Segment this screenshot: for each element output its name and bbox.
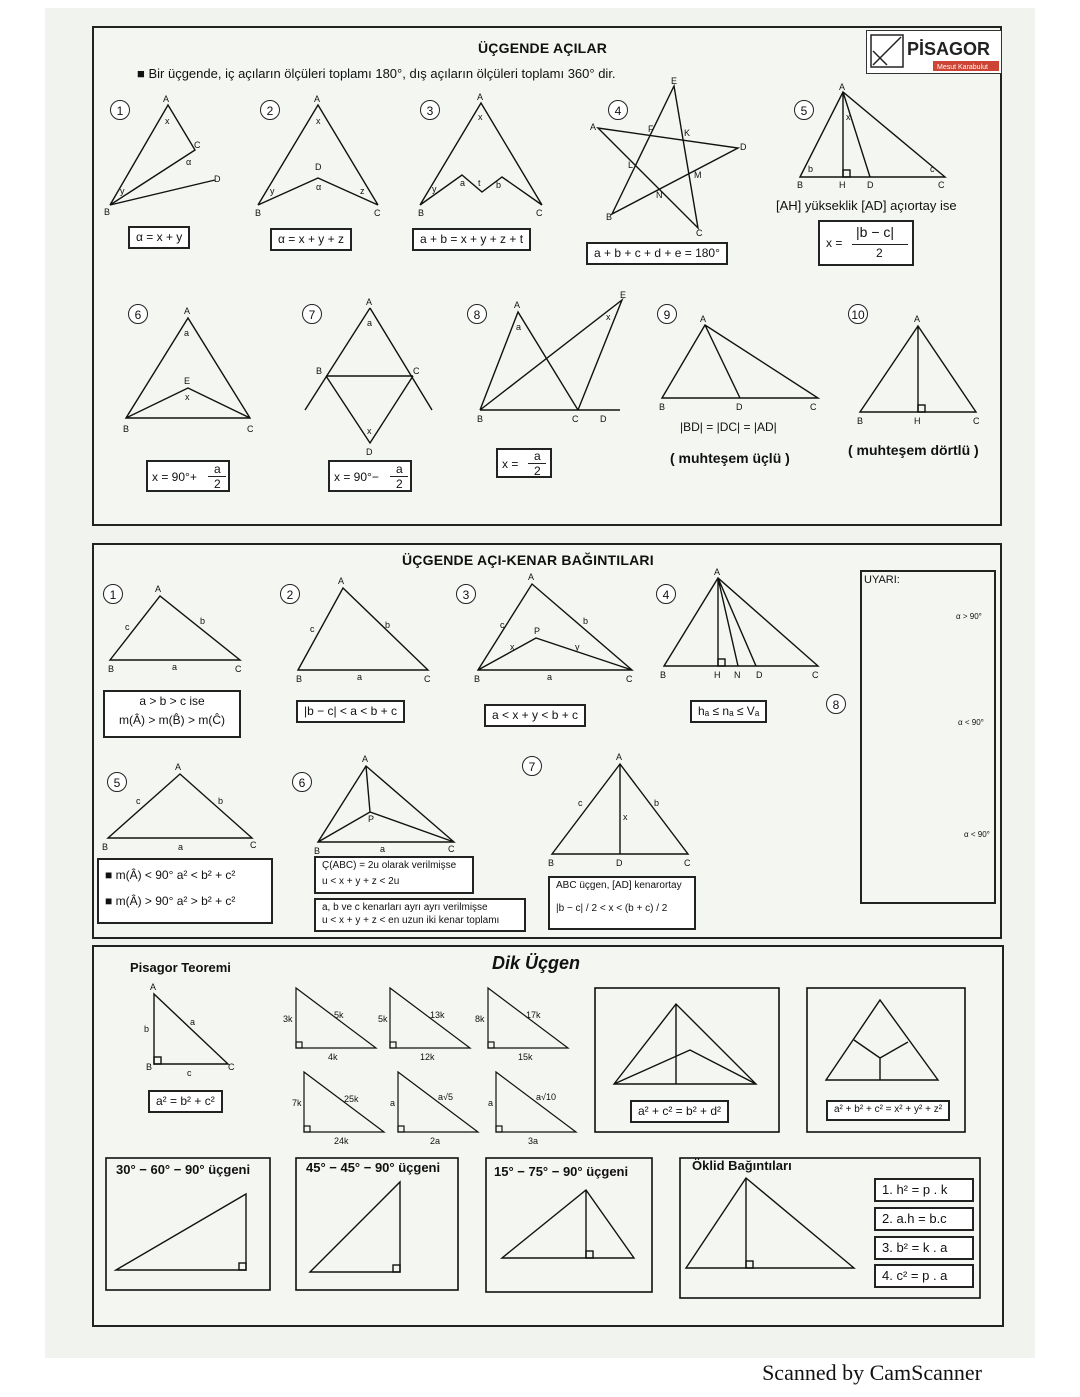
svg-text:D: D	[616, 858, 623, 868]
svg-text:α: α	[316, 182, 322, 192]
svg-text:A: A	[150, 982, 157, 992]
formula-10-name: ( muhteşem dörtlü )	[848, 442, 979, 458]
rule-1-b: m(Â) > m(B̂) > m(Ĉ)	[119, 713, 225, 727]
svg-text:B: B	[255, 208, 262, 218]
svg-text:C: C	[696, 228, 703, 238]
quad-formula-2: a² + b² + c² = x² + y² + z²	[826, 1100, 950, 1121]
svg-text:A: A	[184, 306, 191, 316]
svg-text:D: D	[867, 180, 874, 190]
svg-text:x: x	[185, 392, 190, 402]
svg-text:B: B	[104, 207, 111, 217]
formula-7-den: 2	[396, 477, 403, 491]
svg-text:B: B	[314, 846, 321, 856]
triple-2-hyp: 13k	[430, 1010, 445, 1020]
oklid-rule-3: 3. b² = k . a	[874, 1236, 974, 1260]
svg-text:A: A	[700, 314, 707, 324]
item-number: 2	[260, 100, 280, 120]
svg-text:C: C	[572, 414, 579, 424]
svg-text:A: A	[362, 754, 369, 764]
svg-text:a: a	[547, 672, 553, 682]
svg-text:K: K	[684, 128, 691, 138]
logo-name: PİSAGOR	[907, 39, 991, 59]
svg-text:A: A	[366, 297, 373, 307]
svg-text:B: B	[797, 180, 804, 190]
svg-text:a: a	[367, 318, 373, 328]
rule-6-b1: a, b ve c kenarları ayrı ayrı verilmişse	[322, 902, 488, 913]
formula-7-num: a	[396, 462, 403, 476]
svg-text:c: c	[578, 798, 583, 808]
rule-4: hₐ ≤ nₐ ≤ Vₐ	[690, 700, 767, 723]
svg-text:b: b	[583, 616, 589, 626]
triple-4-base: 24k	[334, 1136, 349, 1146]
svg-text:C: C	[228, 1062, 235, 1072]
section-title-acilar: ÜÇGENDE AÇILAR	[478, 40, 608, 56]
formula-9-name: ( muhteşem üçlü )	[670, 450, 790, 466]
formula-5-lhs: x =	[826, 236, 843, 250]
svg-text:C: C	[413, 366, 420, 376]
title-45-45-90: 45° − 45° − 90° üçgeni	[306, 1160, 441, 1175]
svg-text:P: P	[368, 814, 375, 824]
svg-text:C: C	[938, 180, 945, 190]
svg-text:D: D	[214, 174, 221, 184]
svg-text:b: b	[144, 1024, 150, 1034]
item-number: 5	[794, 100, 814, 120]
formula-6-num: a	[214, 462, 221, 476]
triangle-30-60-90	[116, 1194, 246, 1270]
svg-text:M: M	[694, 170, 702, 180]
svg-text:H: H	[714, 670, 721, 680]
svg-text:A: A	[514, 300, 521, 310]
svg-text:C: C	[626, 674, 633, 684]
triangle-45-45-90	[310, 1182, 400, 1272]
svg-text:D: D	[600, 414, 607, 424]
item-number: 4	[608, 100, 628, 120]
svg-text:α: α	[186, 157, 192, 167]
formula-2: α = x + y + z	[270, 228, 352, 251]
item-number: 4	[656, 584, 676, 604]
formula-6-lhs: x = 90°+	[152, 470, 197, 484]
svg-text:A: A	[163, 94, 170, 104]
oklid-rule-1: 1. h² = p . k	[874, 1178, 974, 1202]
formula-7-lhs: x = 90°−	[334, 470, 379, 484]
svg-text:x: x	[606, 312, 611, 322]
svg-text:N: N	[734, 670, 741, 680]
svg-text:x: x	[846, 112, 851, 122]
svg-text:A: A	[175, 762, 182, 772]
svg-text:c: c	[310, 624, 315, 634]
intro-text: ■ Bir üçgende, iç açıların ölçüleri toplamı 180°, dış açıların ölçüleri toplamı 360° dir.	[137, 66, 616, 81]
oklid-rule-4: 4. c² = p . a	[874, 1264, 974, 1288]
svg-text:H: H	[914, 416, 921, 426]
svg-text:D: D	[740, 142, 747, 152]
svg-text:A: A	[616, 752, 623, 762]
svg-text:a: a	[357, 672, 363, 682]
svg-text:E: E	[184, 376, 191, 386]
svg-text:C: C	[448, 844, 455, 854]
svg-text:y: y	[120, 186, 125, 196]
svg-text:B: B	[474, 674, 481, 684]
triple-1-hyp: 5k	[334, 1010, 344, 1020]
svg-text:b: b	[385, 620, 391, 630]
title-15-75-90: 15° − 75° − 90° üçgeni	[494, 1164, 629, 1179]
svg-text:A: A	[477, 92, 484, 102]
formula-5-den: 2	[876, 246, 883, 260]
svg-text:A: A	[338, 576, 345, 586]
svg-text:C: C	[250, 840, 257, 850]
rule-6-b2: u < x + y + z < en uzun iki kenar toplamı	[322, 914, 500, 926]
svg-text:B: B	[108, 664, 115, 674]
svg-text:B: B	[123, 424, 130, 434]
warning-2: α < 90°	[958, 718, 984, 727]
svg-text:B: B	[102, 842, 109, 852]
svg-text:A: A	[914, 314, 921, 324]
svg-text:y: y	[270, 186, 275, 196]
triple-2-leg: 5k	[378, 1014, 388, 1024]
svg-text:c: c	[125, 622, 130, 632]
svg-text:C: C	[194, 140, 201, 150]
svg-text:E: E	[620, 290, 627, 300]
triple-6-base: 3a	[528, 1136, 539, 1146]
triple-2-base: 12k	[420, 1052, 435, 1062]
svg-text:x: x	[510, 642, 515, 652]
rule-2: |b − c| < a < b + c	[296, 700, 405, 723]
rule-6-a1: Ç(ABC) = 2u olarak verilmişse	[322, 860, 457, 871]
triple-1-leg: 3k	[283, 1014, 293, 1024]
formula-6-den: 2	[214, 477, 221, 491]
svg-text:c: c	[136, 796, 141, 806]
title-30-60-90: 30° − 60° − 90° üçgeni	[116, 1162, 251, 1177]
item-number: 7	[302, 304, 322, 324]
warning-title: UYARI:	[864, 574, 900, 586]
svg-text:D: D	[756, 670, 763, 680]
svg-text:D: D	[366, 447, 373, 457]
svg-text:F: F	[648, 124, 654, 134]
svg-text:B: B	[659, 402, 666, 412]
oklid-title: Öklid Bağıntıları	[692, 1158, 792, 1173]
triple-1-base: 4k	[328, 1052, 338, 1062]
svg-text:C: C	[973, 416, 980, 426]
svg-text:C: C	[812, 670, 819, 680]
item-number: 3	[456, 584, 476, 604]
svg-text:C: C	[374, 208, 381, 218]
svg-text:E: E	[671, 76, 678, 86]
item-number: 10	[848, 304, 868, 324]
pisagor-title: Pisagor Teoremi	[130, 960, 231, 975]
svg-text:B: B	[316, 366, 323, 376]
svg-text:A: A	[714, 567, 721, 577]
svg-text:B: B	[857, 416, 864, 426]
triple-6-leg: a	[488, 1098, 494, 1108]
item-number: 8	[826, 694, 846, 714]
svg-text:a: a	[172, 662, 178, 672]
section-title-aci-kenar: ÜÇGENDE AÇI-KENAR BAĞINTILARI	[402, 552, 654, 568]
svg-text:B: B	[548, 858, 555, 868]
formula-8-lhs: x =	[502, 457, 519, 471]
svg-text:a: a	[184, 328, 190, 338]
svg-text:a: a	[460, 178, 466, 188]
svg-text:C: C	[536, 208, 543, 218]
svg-text:c: c	[187, 1068, 192, 1078]
item-number: 1	[103, 584, 123, 604]
svg-text:z: z	[360, 186, 365, 196]
svg-text:B: B	[418, 208, 425, 218]
formula-8-den: 2	[534, 464, 541, 478]
formula-9-note: |BD| = |DC| = |AD|	[680, 420, 777, 434]
pisagor-triangle	[144, 982, 235, 1078]
formula-3: a + b = x + y + z + t	[412, 228, 531, 251]
warning-1: α > 90°	[956, 612, 982, 621]
dik-ucgen-title: Dik Üçgen	[492, 953, 581, 973]
svg-text:a: a	[190, 1017, 196, 1027]
pisagor-formula: a² = b² + c²	[148, 1090, 223, 1113]
triple-5-leg: a	[390, 1098, 396, 1108]
triple-5-base: 2a	[430, 1136, 441, 1146]
svg-text:t: t	[478, 178, 481, 188]
svg-text:A: A	[839, 82, 846, 92]
triple-5-hyp: a√5	[438, 1092, 453, 1102]
logo-author: Mesut Karabulut	[937, 64, 988, 71]
svg-text:N: N	[656, 190, 663, 200]
formula-4: a + b + c + d + e = 180°	[586, 242, 728, 265]
svg-text:b: b	[496, 180, 502, 190]
triple-4-leg: 7k	[292, 1098, 302, 1108]
triangle-15-75-90	[502, 1190, 634, 1258]
oklid-rule-2: 2. a.h = b.c	[874, 1207, 974, 1231]
svg-text:a: a	[178, 842, 184, 852]
rule-1-a: a > b > c ise	[139, 694, 205, 708]
formula-5-num: |b − c|	[856, 224, 895, 240]
item-number: 3	[420, 100, 440, 120]
svg-text:x: x	[367, 426, 372, 436]
svg-text:c: c	[930, 164, 935, 174]
svg-text:a: a	[380, 844, 386, 854]
svg-text:B: B	[477, 414, 484, 424]
warning-3: α < 90°	[964, 830, 990, 839]
svg-text:A: A	[528, 572, 535, 582]
svg-text:B: B	[606, 212, 613, 222]
svg-text:b: b	[200, 616, 206, 626]
triple-4-hyp: 25k	[344, 1094, 359, 1104]
svg-text:D: D	[315, 162, 322, 172]
item-number: 6	[292, 772, 312, 792]
svg-text:b: b	[218, 796, 224, 806]
svg-text:x: x	[623, 812, 628, 822]
triple-3-hyp: 17k	[526, 1010, 541, 1020]
item-number: 6	[128, 304, 148, 324]
triple-3-base: 15k	[518, 1052, 533, 1062]
rule-6-a2: u < x + y + z < 2u	[322, 875, 400, 887]
formula-8-num: a	[534, 449, 541, 463]
svg-text:b: b	[654, 798, 660, 808]
svg-text:L: L	[628, 160, 634, 170]
svg-text:C: C	[247, 424, 254, 434]
svg-text:C: C	[424, 674, 431, 684]
svg-text:B: B	[296, 674, 303, 684]
svg-text:c: c	[500, 620, 505, 630]
svg-text:B: B	[146, 1062, 153, 1072]
rule-7-a: ABC üçgen, [AD] kenarortay	[556, 880, 682, 891]
oklid-triangle	[686, 1178, 854, 1268]
svg-text:y: y	[575, 642, 580, 652]
svg-text:D: D	[736, 402, 743, 412]
quad-formula-1: a² + c² = b² + d²	[630, 1100, 729, 1123]
item-number: 2	[280, 584, 300, 604]
svg-text:H: H	[839, 180, 846, 190]
rule-7-b: |b − c| / 2 < x < (b + c) / 2	[556, 902, 668, 914]
svg-text:C: C	[684, 858, 691, 868]
svg-text:B: B	[660, 670, 667, 680]
item-number: 1	[110, 100, 130, 120]
svg-text:x: x	[316, 116, 321, 126]
triple-3-leg: 8k	[475, 1014, 485, 1024]
item-number: 9	[657, 304, 677, 324]
special-triangle-boxes	[106, 1158, 980, 1298]
rule-5-a: ■ m(Â) < 90° a² < b² + c²	[105, 868, 236, 882]
svg-text:A: A	[590, 122, 597, 132]
svg-text:A: A	[155, 584, 162, 594]
svg-text:x: x	[478, 112, 483, 122]
svg-text:C: C	[235, 664, 242, 674]
svg-text:b: b	[808, 164, 814, 174]
svg-text:a: a	[516, 322, 522, 332]
rule-3: a < x + y < b + c	[484, 704, 586, 727]
svg-text:P: P	[534, 626, 541, 636]
formula-1: α = x + y	[128, 226, 190, 249]
item-number: 7	[522, 756, 542, 776]
item-number: 8	[467, 304, 487, 324]
svg-text:y: y	[432, 184, 437, 194]
svg-text:C: C	[810, 402, 817, 412]
triple-6-hyp: a√10	[536, 1092, 556, 1102]
camscanner-footer: Scanned by CamScanner	[762, 1360, 982, 1385]
svg-text:x: x	[165, 116, 170, 126]
rule-5-b: ■ m(Â) > 90° a² > b² + c²	[105, 894, 236, 908]
item-number: 5	[107, 772, 127, 792]
svg-text:A: A	[314, 94, 321, 104]
formula-5-note: [AH] yükseklik [AD] açıortay ise	[776, 198, 957, 213]
